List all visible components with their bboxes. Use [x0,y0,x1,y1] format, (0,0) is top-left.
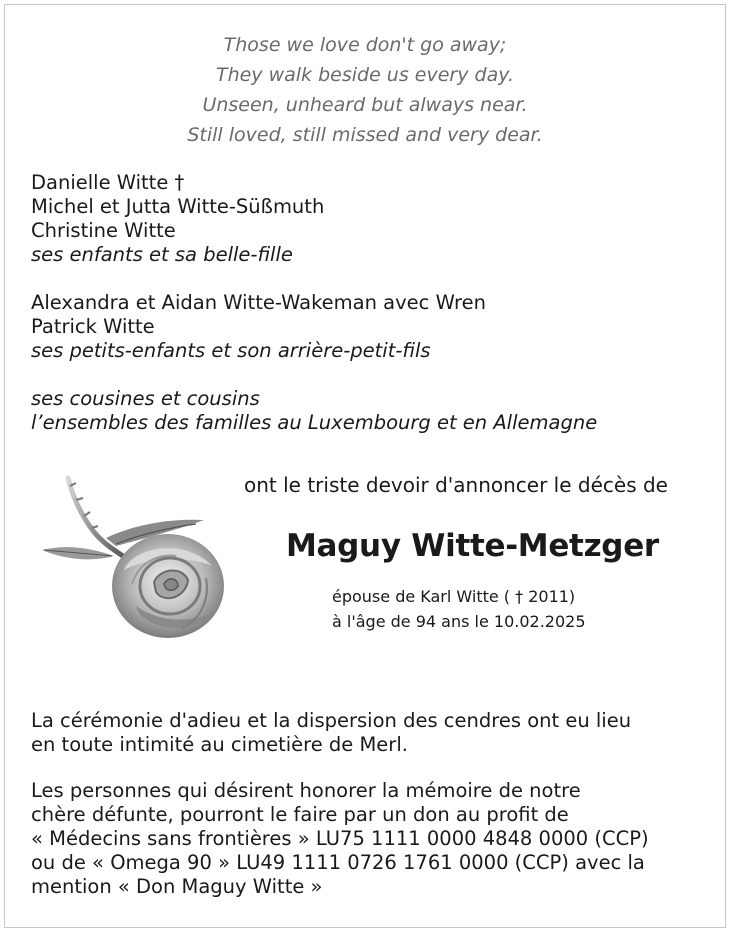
announcement-text: ont le triste devoir d'annoncer le décès de [244,473,668,497]
donation-line: mention « Don Maguy Witte » [31,875,323,898]
deceased-details [332,584,586,634]
deceased-name: Maguy Witte-Metzger [286,528,659,564]
age-date-line: à l'âge de 94 ans le 10.02.2025 [332,612,586,631]
ceremony-line: en toute intimité au cimetière de Merl. [31,733,408,756]
family-list [31,171,711,435]
poem-line: Those we love don't go away; [223,34,507,56]
donation-line: « Médecins sans frontières » LU75 1111 0000 4848 0000 (CCP) [31,827,649,850]
spouse-line: épouse de Karl Witte ( † 2011) [332,587,576,606]
family-member: Michel et Jutta Witte-Süßmuth [31,195,325,218]
rose-icon [36,474,230,644]
ceremony-text [31,709,711,757]
family-member: Christine Witte [31,219,176,242]
donation-line: Les personnes qui désirent honorer la mémoire de notre [31,779,581,802]
family-member: Danielle Witte † [31,171,185,194]
poem [0,30,730,150]
donation-line: ou de « Omega 90 » LU49 1111 0726 1761 0000 (CCP) avec la [31,851,645,874]
family-relation: ses petits-enfants et son arrière-petit-fils [31,339,431,362]
poem-line: Unseen, unheard but always near. [202,94,528,116]
family-member: Alexandra et Aidan Witte-Wakeman avec Wren [31,291,486,314]
family-relation: ses enfants et sa belle-fille [31,243,293,266]
family-relation: l’ensembles des familles au Luxembourg et en Allemagne [31,411,598,434]
ceremony-line: La cérémonie d'adieu et la dispersion des cendres ont eu lieu [31,709,632,732]
donation-text [31,779,711,899]
donation-line: chère défunte, pourront le faire par un don au profit de [31,803,569,826]
poem-line: They walk beside us every day. [215,64,515,86]
family-relation: ses cousines et cousins [31,387,260,410]
family-member: Patrick Witte [31,315,155,338]
poem-line: Still loved, still missed and very dear. [187,124,543,146]
